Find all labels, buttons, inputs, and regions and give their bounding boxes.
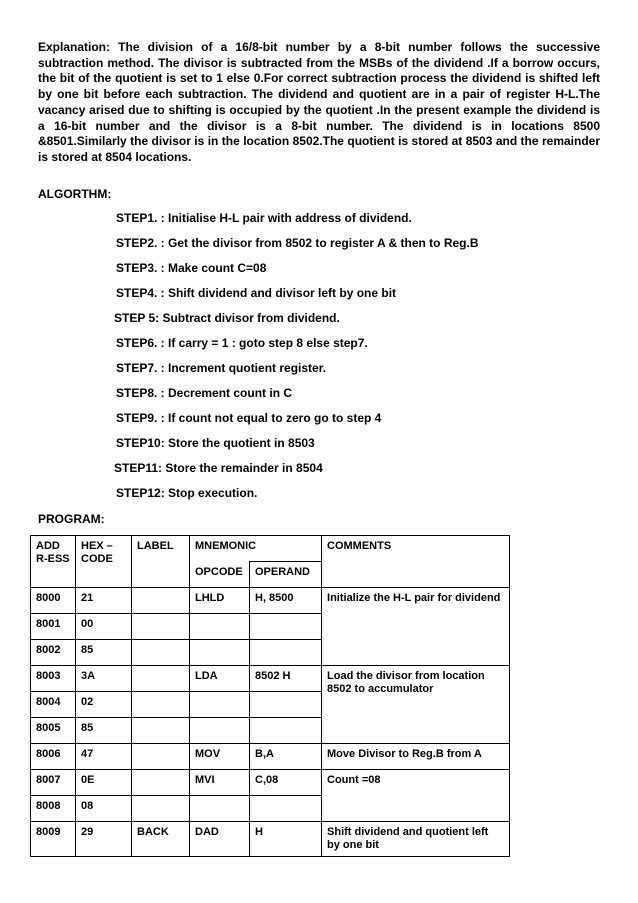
cell-operand: H, 8500 bbox=[250, 588, 322, 614]
algorithm-heading: ALGORTHM: bbox=[38, 187, 112, 201]
cell-operand bbox=[250, 718, 322, 744]
cell-operand: C,08 bbox=[250, 770, 322, 796]
cell-hex: 29 bbox=[76, 822, 132, 857]
cell-label bbox=[132, 588, 190, 614]
cell-hex: 85 bbox=[76, 640, 132, 666]
cell-address: 8001 bbox=[31, 614, 76, 640]
cell-operand bbox=[250, 640, 322, 666]
algorithm-step-2: STEP2. : Get the divisor from 8502 to register A & then to Reg.B bbox=[116, 236, 479, 250]
cell-address: 8000 bbox=[31, 588, 76, 614]
cell-hex: 21 bbox=[76, 588, 132, 614]
cell-hex: 0E bbox=[76, 770, 132, 796]
cell-hex: 85 bbox=[76, 718, 132, 744]
table-row bbox=[31, 822, 510, 857]
cell-label bbox=[132, 744, 190, 770]
header-comments: COMMENTS bbox=[322, 536, 510, 588]
cell-address: 8006 bbox=[31, 744, 76, 770]
cell-label bbox=[132, 666, 190, 692]
cell-label bbox=[132, 614, 190, 640]
cell-operand bbox=[250, 692, 322, 718]
cell-opcode bbox=[190, 614, 250, 640]
cell-label bbox=[132, 692, 190, 718]
cell-hex: 47 bbox=[76, 744, 132, 770]
cell-comment: Count =08 bbox=[322, 770, 510, 822]
cell-label: BACK bbox=[132, 822, 190, 857]
cell-operand bbox=[250, 614, 322, 640]
algorithm-step-5: STEP 5: Subtract divisor from dividend. bbox=[114, 311, 340, 325]
cell-opcode bbox=[190, 640, 250, 666]
cell-hex: 00 bbox=[76, 614, 132, 640]
cell-address: 8008 bbox=[31, 796, 76, 822]
cell-comment: Load the divisor from location 8502 to accumulator bbox=[322, 666, 510, 744]
cell-operand: 8502 H bbox=[250, 666, 322, 692]
cell-label bbox=[132, 770, 190, 796]
cell-hex: 3A bbox=[76, 666, 132, 692]
cell-operand: B,A bbox=[250, 744, 322, 770]
cell-opcode: DAD bbox=[190, 822, 250, 857]
cell-comment: Move Divisor to Reg.B from A bbox=[322, 744, 510, 770]
algorithm-step-4: STEP4. : Shift dividend and divisor left by one bit bbox=[116, 286, 397, 300]
algorithm-step-10: STEP10: Store the quotient in 8503 bbox=[116, 436, 315, 450]
table-row bbox=[31, 588, 510, 614]
cell-opcode: LDA bbox=[190, 666, 250, 692]
table-row bbox=[31, 666, 510, 692]
algorithm-step-1: STEP1. : Initialise H-L pair with address of dividend. bbox=[116, 211, 412, 225]
cell-opcode: MVI bbox=[190, 770, 250, 796]
cell-address: 8003 bbox=[31, 666, 76, 692]
table-header-row bbox=[31, 536, 510, 562]
cell-opcode: MOV bbox=[190, 744, 250, 770]
program-heading: PROGRAM: bbox=[38, 512, 105, 526]
cell-comment: Initialize the H-L pair for dividend bbox=[322, 588, 510, 666]
cell-operand bbox=[250, 796, 322, 822]
cell-hex: 02 bbox=[76, 692, 132, 718]
header-opcode: OPCODE bbox=[190, 562, 250, 588]
explanation-paragraph: Explanation: The division of a 16/8-bit number by a 8-bit number follows the successive subtraction method. The divisor is subtracted from the MSBs of the dividend .If a borrow occurs, the bit of the quotient is set to 1 else 0.For correct subtraction process the dividend is shifted left by one bit before each subtraction. The dividend and quotient are in a pair of register H-L.The vacancy arised due to shifting is occupied by the quotient .In the present example the dividend is a 16-bit number and the divisor is a 8-bit number. The dividend is in locations 8500 &8501.Similarly the divisor is in the location 8502.The quotient is stored at 8503 and the remainder is stored at 8504 locations. bbox=[38, 40, 600, 164]
cell-opcode bbox=[190, 718, 250, 744]
cell-address: 8005 bbox=[31, 718, 76, 744]
algorithm-step-8: STEP8. : Decrement count in C bbox=[116, 386, 293, 400]
algorithm-step-6: STEP6. : If carry = 1 : goto step 8 else step7. bbox=[116, 336, 368, 350]
cell-address: 8007 bbox=[31, 770, 76, 796]
table-row bbox=[31, 744, 510, 770]
header-hex-code: HEX – CODE bbox=[76, 536, 132, 588]
algorithm-step-3: STEP3. : Make count C=08 bbox=[116, 261, 267, 275]
cell-address: 8002 bbox=[31, 640, 76, 666]
cell-operand: H bbox=[250, 822, 322, 857]
header-address: ADD R-ESS bbox=[31, 536, 76, 588]
cell-hex: 08 bbox=[76, 796, 132, 822]
header-operand: OPERAND bbox=[250, 562, 322, 588]
cell-opcode bbox=[190, 796, 250, 822]
table-row bbox=[31, 770, 510, 796]
cell-label bbox=[132, 640, 190, 666]
header-mnemonic: MNEMONIC bbox=[190, 536, 322, 562]
cell-comment: Shift dividend and quotient left by one bit bbox=[322, 822, 510, 857]
cell-label bbox=[132, 718, 190, 744]
algorithm-step-9: STEP9. : If count not equal to zero go to step 4 bbox=[116, 411, 382, 425]
header-label: LABEL bbox=[132, 536, 190, 588]
cell-opcode bbox=[190, 692, 250, 718]
algorithm-step-7: STEP7. : Increment quotient register. bbox=[116, 361, 327, 375]
cell-label bbox=[132, 796, 190, 822]
cell-address: 8009 bbox=[31, 822, 76, 857]
algorithm-step-11: STEP11: Store the remainder in 8504 bbox=[114, 461, 323, 475]
algorithm-step-12: STEP12: Stop execution. bbox=[116, 486, 258, 500]
program-table bbox=[30, 535, 510, 857]
cell-address: 8004 bbox=[31, 692, 76, 718]
cell-opcode: LHLD bbox=[190, 588, 250, 614]
